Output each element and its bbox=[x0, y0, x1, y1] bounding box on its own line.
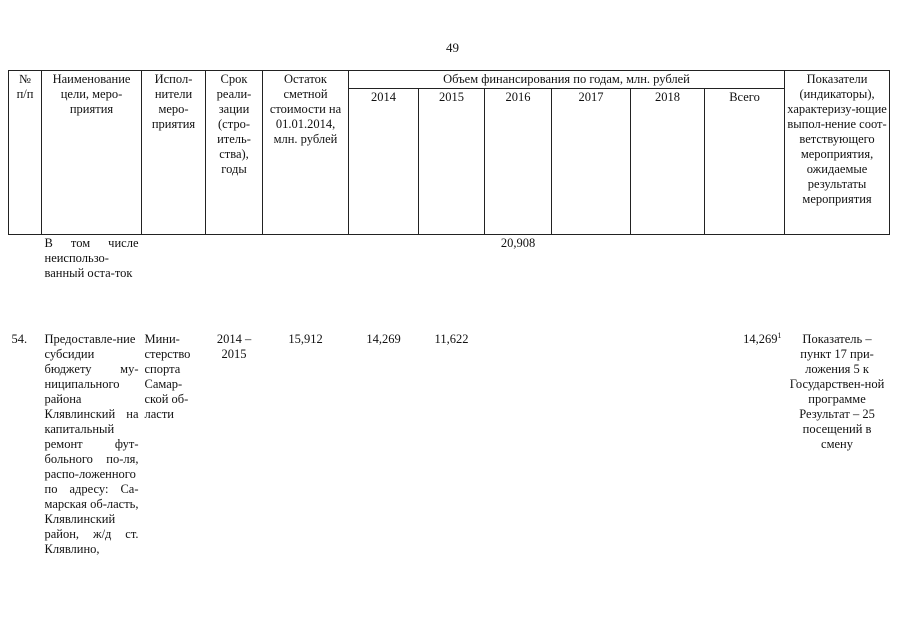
row-2015: 11,622 bbox=[434, 331, 469, 346]
financing-table bbox=[8, 70, 890, 558]
row-balance: 15,912 bbox=[288, 331, 323, 346]
header-funding: Объем финансирования по годам, млн. рублей bbox=[349, 71, 785, 89]
row-total bbox=[705, 331, 785, 558]
header-number: № п/п bbox=[9, 71, 42, 235]
row-2017 bbox=[552, 331, 631, 558]
row-balance bbox=[263, 235, 349, 331]
row-2018 bbox=[631, 235, 705, 331]
header-executors: Испол-нители меро-приятия bbox=[142, 71, 206, 235]
row-2014 bbox=[349, 235, 419, 331]
table-row bbox=[9, 235, 890, 331]
header-total: Всего bbox=[705, 89, 785, 235]
row-2018 bbox=[631, 331, 705, 558]
row-executors bbox=[142, 235, 206, 331]
row-total-value: 14,269 bbox=[743, 331, 778, 346]
header-year-2014: 2014 bbox=[349, 89, 419, 235]
row-2015 bbox=[419, 235, 485, 331]
header-year-2015: 2015 bbox=[419, 89, 485, 235]
header-name: Наименование цели, меро-приятия bbox=[42, 71, 142, 235]
row-number: 54. bbox=[11, 331, 28, 346]
table-row bbox=[9, 331, 890, 558]
header-year-2017: 2017 bbox=[552, 89, 631, 235]
row-name: В том числе неиспользо-ванный оста-ток bbox=[44, 236, 139, 280]
row-2017 bbox=[552, 235, 631, 331]
row-total bbox=[705, 235, 785, 331]
row-term bbox=[206, 235, 263, 331]
row-indicators: Показатель – пункт 17 при-ложения 5 к Государствен-ной программе Результат – 25 посещений в смену bbox=[789, 331, 885, 451]
header-term: Срок реали-зации (стро-итель-ства), годы bbox=[206, 71, 263, 235]
row-2016: 20,908 bbox=[500, 236, 536, 250]
page-number: 49 bbox=[446, 40, 459, 55]
footnote-marker: 1 bbox=[777, 330, 782, 340]
row-number bbox=[9, 235, 42, 331]
header-indicators: Показатели (индикаторы), характеризу-ющие выпол-нение соот-ветствующего мероприятия, ожидаемые результаты мероприятия bbox=[785, 71, 890, 235]
row-term: 2014 – 2015 bbox=[216, 331, 252, 361]
row-name: Предоставле-ние субсидии бюджету му-ниципального района Клявлинский на капитальный ремонт фут-больного по-ля, распо-ложенного по адресу: Са-марская об-ласть, Клявлинский район, ж/д ст. Клявлино, bbox=[44, 331, 139, 556]
row-2016 bbox=[485, 331, 552, 558]
row-indicators bbox=[785, 235, 890, 331]
header-year-2016: 2016 bbox=[485, 89, 552, 235]
row-executors: Мини-стерство спорта Самар-ской об-ласти bbox=[144, 331, 191, 421]
header-year-2018: 2018 bbox=[631, 89, 705, 235]
header-balance: Остаток сметной стоимости на 01.01.2014, млн. рублей bbox=[263, 71, 349, 235]
row-2014: 14,269 bbox=[366, 331, 401, 346]
